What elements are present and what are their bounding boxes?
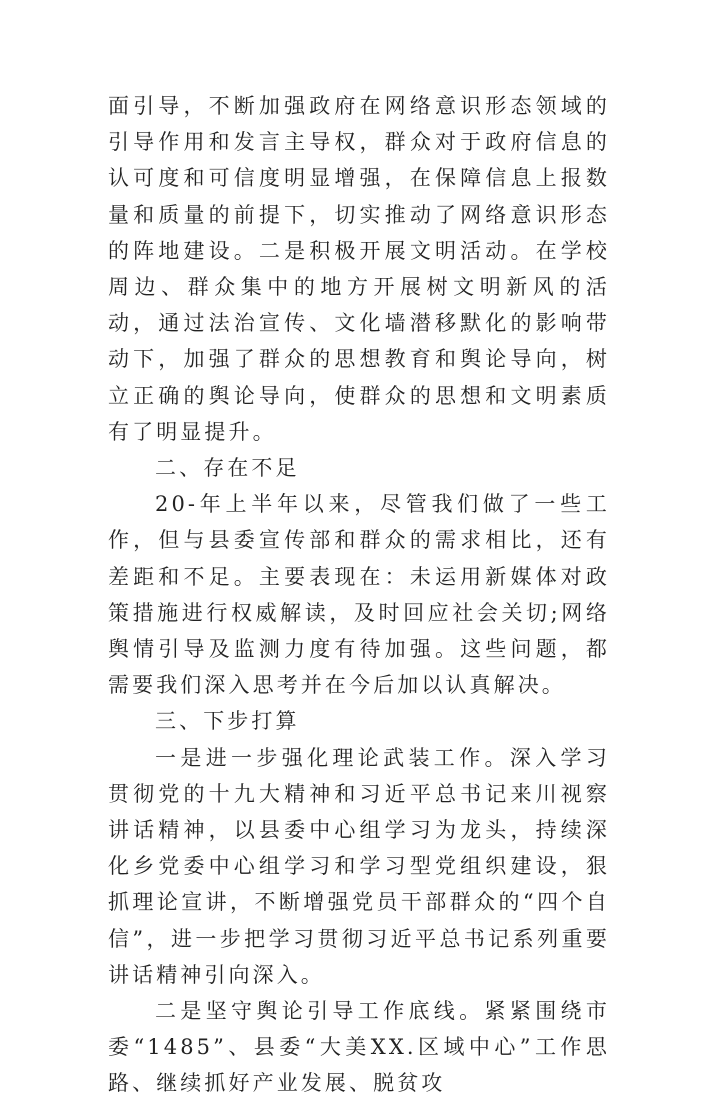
section-heading-shortcomings: 二、存在不足 — [155, 456, 300, 481]
document-page — [108, 88, 610, 1102]
body-paragraph-public-opinion: 二是坚守舆论引导工作底线。紧紧围绕市委“1485”、县委“大美XX.区域中心”工作思路、继续抓好产业发展、脱贫攻 — [108, 999, 610, 1096]
body-paragraph-continued: 面引导，不断加强政府在网络意识形态领域的引导作用和发言主导权，群众对于政府信息的认可度和可信度明显增强，在保障信息上报数量和质量的前提下，切实推动了网络意识形态的阵地建设。二是积极开展文明活动。在学校周边、群众集中的地方开展树文明新风的活动，通过法治宣传、文化墙潜移默化的影响带动下，加强了群众的思想教育和舆论导向，树立正确的舆论导向，使群众的思想和文明素质有了明显提升。 — [108, 94, 610, 444]
body-paragraph-theory-study: 一是进一步强化理论武装工作。深入学习贯彻党的十九大精神和习近平总书记来川视察讲话精神，以县委中心组学习为龙头，持续深化乡党委中心组学习和学习型党组织建设，狠抓理论宣讲，不断增强党员干部群众的“四个自信”，进一步把学习贯彻习近平总书记系列重要讲话精神引向深入。 — [108, 745, 610, 987]
body-paragraph-shortcomings: 20-年上半年以来，尽管我们做了一些工作，但与县委宣传部和群众的需求相比，还有差距和不足。主要表现在：未运用新媒体对政策措施进行权威解读，及时回应社会关切;网络舆情引导及监测力度有待加强。这些问题，都需要我们深入思考并在今后加以认真解决。 — [108, 492, 610, 698]
section-heading-next-steps: 三、下步打算 — [155, 709, 300, 734]
